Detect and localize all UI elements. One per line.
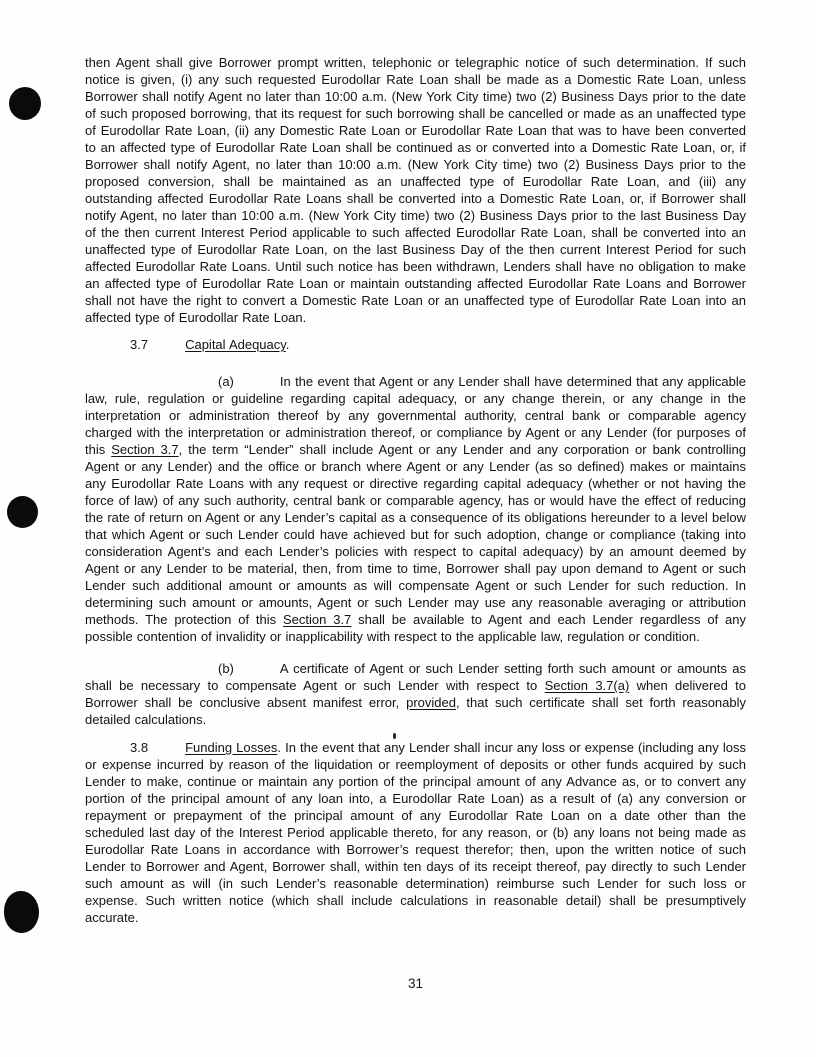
section-title: Capital Adequacy <box>185 337 286 352</box>
section-3-7-heading <box>85 336 746 353</box>
text-run: In the event that Agent or any Lender shall have determined that any applicable law, rule, regulation or guideline regarding capital adequacy, or any change therein, or any change in the interpretation or administration thereof by any governmental authority, central bank or comparable agency charged with the interpretation or administration thereof, or compliance by Agent or any Lender (for purposes of this <box>85 374 746 457</box>
section-number: 3.7 <box>130 337 149 352</box>
section-3-7-reference: Section 3.7 <box>283 612 352 627</box>
section-3-7-reference: Section 3.7 <box>111 442 179 457</box>
text-run: . In the event that any Lender shall incur any loss or expense (including any loss or expense incurred by reason of the liquidation or reemployment of deposits or other funds acquired by such Lender to make, continue or maintain any portion of the principal amount of any Advance as, or to convert any portion of the principal amount of any loan into, a Eurodollar Rate Loan) as a result of (a) any conversion or repayment or prepayment of the principal amount of any Eurodollar Rate Loan on a date other than the scheduled last day of the Interest Period applicable thereto, for any reason, or (b) any loans not being made as Eurodollar Rate Loans in accordance with Borrower’s request therefor; then, upon the written notice of such Lender to Borrower and Agent, Borrower shall, within ten days of its receipt thereof, pay directly to such Lender such amount as will (in such Lender’s reasonable determination) reimburse such Lender for such loss or expense. Such written notice (which shall include calculations in reasonable detail) shall be presumptively accurate. <box>85 740 746 925</box>
paragraph-label: (a) <box>218 374 234 389</box>
paragraph-label: (b) <box>218 661 234 676</box>
hole-punch-mark-middle <box>7 496 38 528</box>
text-run: , the term “Lender” shall include Agent or any Lender and any corporation or bank controlling Agent or any Lender) and the office or branch where Agent or any Lender (as so defined) makes or maintains any Eurodollar Rate Loans with any request or directive regarding capital adequacy (whether or not having the force of law) of any such authority, central bank or comparable agency, has or would have the effect of reducing the rate of return on Agent or any Lender’s capital as a consequence of its obligations hereunder to a level below that which Agent or such Lender could have achieved but for such adoption, change or compliance (taking into consideration Agent’s and each Lender’s policies with respect to capital adequacy) by an amount deemed by Agent or any Lender to be material, then, from time to time, Borrower shall pay upon demand to Agent or such Lender such additional amount or amounts as will compensate Agent or such Lender for such reduction. In determining such amount or amounts, Agent or such Lender may use any reasonable averaging or attribution methods. The protection of this <box>85 442 747 627</box>
text-run: A certificate of Agent or such Lender setting forth such amount or amounts as shall be necessary to compensate Agent or such Lender with respect to <box>85 661 746 693</box>
text-run: shall be available to Agent and each Lender regardless of any possible contention of invalidity or inapplicability with respect to the applicable law, regulation or condition. <box>85 612 746 644</box>
paragraph-3-7-a <box>85 373 746 645</box>
provided-term: provided <box>406 695 456 710</box>
section-title: Funding Losses <box>185 740 278 755</box>
hole-punch-mark-bottom <box>4 891 39 933</box>
page-number: 31 <box>407 976 424 991</box>
text-run: , that such certificate shall set forth reasonably detailed calculations. <box>85 695 746 727</box>
section-number: 3.8 <box>130 740 149 755</box>
hole-punch-mark-top <box>9 87 41 120</box>
paragraph-3-7-b <box>85 660 746 728</box>
text-run: when delivered to Borrower shall be conclusive absent manifest error, <box>85 678 746 710</box>
paragraph-continuation: then Agent shall give Borrower prompt written, telephonic or telegraphic notice of such determination. If such notice is given, (i) any such requested Eurodollar Rate Loan shall be made as a Domestic Rate Loan, unless Borrower shall notify Agent no later than 10:00 a.m. (New York City time) two (2) Business Days prior to the date of such proposed borrowing, that its request for such borrowing shall be cancelled or made as an unaffected type of Eurodollar Rate Loan, (ii) any Domestic Rate Loan or Eurodollar Rate Loan that was to have been converted to an affected type of Eurodollar Rate Loan shall be continued as or converted into a Domestic Rate Loan, or, if Borrower shall notify Agent, no later than 10:00 a.m. (New York City time) two (2) Business Days prior to the proposed conversion, shall be maintained as an unaffected type of Eurodollar Rate Loan, and (iii) any outstanding affected Eurodollar Rate Loans shall be converted into a Domestic Rate Loan, or, if Borrower shall notify Agent, no later than 10:00 a.m. (New York City time) two (2) Business Days prior to the last Business Day of the then current Interest Period applicable to such affected Eurodollar Rate Loan, shall be converted into an unaffected type of Eurodollar Rate Loan, on the last Business Day of the then current Interest Period for such affected Eurodollar Rate Loans. Until such notice has been withdrawn, Lenders shall have no obligation to make an affected type of Eurodollar Rate Loan or maintain outstanding affected Eurodollar Rate Loans and Borrower shall not have the right to convert a Domestic Rate Loan or an unaffected type of Eurodollar Rate Loan into an affected type of Eurodollar Rate Loan. <box>85 55 746 325</box>
section-title-period: . <box>285 337 290 352</box>
paragraph-3-8 <box>85 739 746 926</box>
section-3-7a-reference: Section 3.7(a) <box>544 678 630 693</box>
document-body <box>85 54 746 926</box>
